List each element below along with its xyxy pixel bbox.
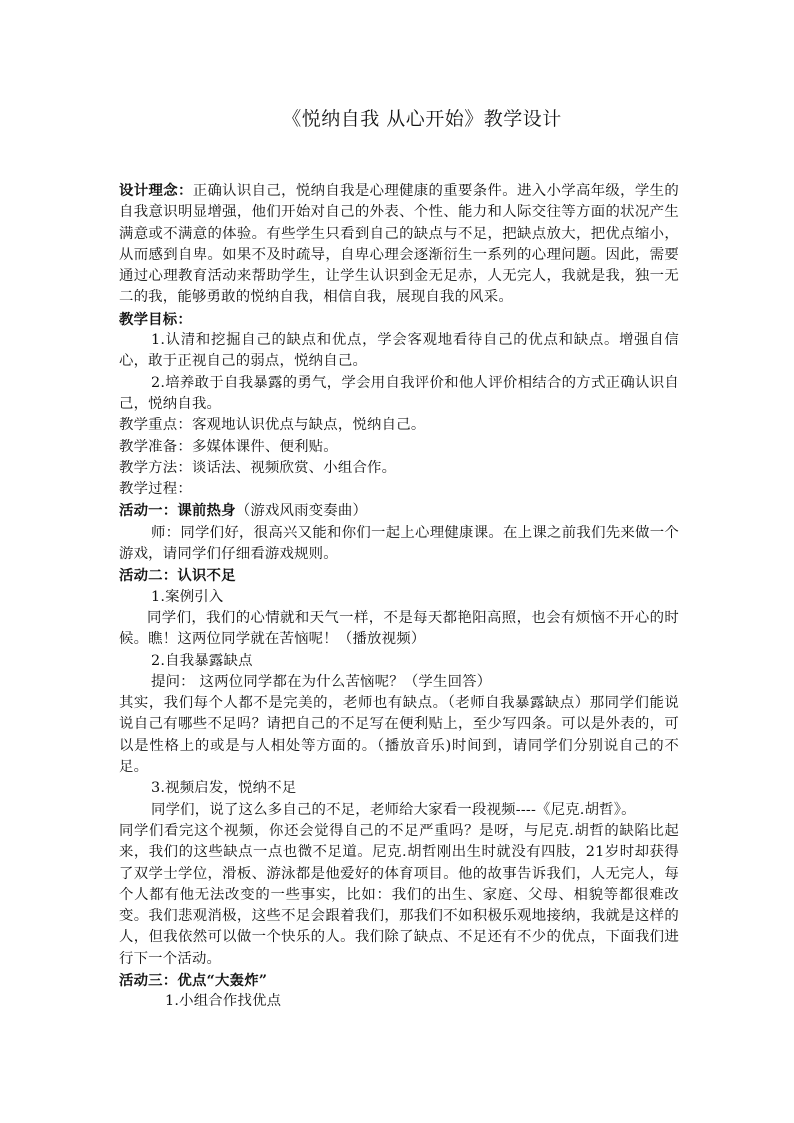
activity2-step3: 3.视频启发，悦纳不足 [151, 780, 297, 797]
activity2-step1-text: 同学们，我们的心情就和天气一样，不是每天都艳阳高照，也会有烦恼不开心的时候。瞧！这两位同学就在苦恼呢！（播放视频） [119, 609, 679, 648]
teaching-process-label: 教学过程： [119, 481, 192, 498]
goal-item-1: 1.认清和挖掘自己的缺点和优点，学会客观地看待自己的优点和缺点。增强自信心，敢于正视自己的弱点，悦纳自己。 [119, 332, 679, 370]
activity2-step3-text2: 同学们看完这个视频，你还会觉得自己的不足严重吗？是呀，与尼克.胡哲的缺陷比起来，我们的这些缺点一点也微不足道。尼克.胡哲刚出生时就没有四肢，21岁时却获得了双学士学位，滑板、游泳都是他爱好的体育项目。他的故事告诉我们，人无完人，每个人都有他无法改变的一些事实，比如：我们的出生、家庭、父母、相貌等都很难改变。我们悲观消极，这些不足会跟着我们，那我们不如积极乐观地接纳，我就是这样的人，但我依然可以做一个快乐的人。我们除了缺点、不足还有不少的优点，下面我们进行下一个活动。 [119, 822, 679, 967]
goal-item-2: 2.培养敢于自我暴露的勇气，学会用自我评价和他人评价相结合的方式正确认识自己，悦纳自我。 [119, 374, 679, 412]
activity2-step3-text1: 同学们，说了这么多自己的不足，老师给大家看一段视频----《尼克.胡哲》。 [151, 801, 636, 818]
teaching-method: 教学方法：谈话法、视频欣赏、小组合作。 [119, 459, 397, 476]
document-body [119, 180, 679, 1013]
activity1-text: 师：同学们好，很高兴又能和你们一起上心理健康课。在上课之前我们先来做一个游戏，请同学们仔细看游戏规则。 [119, 524, 679, 563]
design-concept-text: 正确认识自己，悦纳自我是心理健康的重要条件。进入小学高年级，学生的自我意识明显增强，他们开始对自己的外表、个性、能力和人际交往等方面的状况产生满意或不满意的体验。有些学生只看到自己的缺点与不足，把缺点放大，把优点缩小，从而感到自卑。如果不及时疏导，自卑心理会逐渐衍生一系列的心理问题。因此，需要通过心理教育活动来帮助学生，让学生认识到金无足赤，人无完人，我就是我，独一无二的我，能够勇敢的悦纳自我，相信自我，展现自我的风采。 [119, 183, 679, 306]
activity2-step2-text: 其实，我们每个人都不是完美的，老师也有缺点。（老师自我暴露缺点）那同学们能说说自己有哪些不足吗？请把自己的不足写在便利贴上，至少写四条。可以是外表的，可以是性格上的或是与人相处等方面的。（播放音乐)时间到，请同学们分别说自己的不足。 [119, 695, 679, 776]
activity2-step2: 2.自我暴露缺点 [151, 652, 253, 669]
goals-heading: 教学目标： [119, 310, 192, 328]
design-concept-paragraph [119, 180, 679, 309]
activity2-step2-question: 提问： 这两位同学都在为什么苦恼呢？（学生回答） [151, 673, 492, 690]
activity2-step1: 1.案例引入 [151, 588, 224, 605]
key-point: 教学重点：客观地认识优点与缺点，悦纳自己。 [119, 417, 426, 434]
activity3-step1: 1.小组合作找优点 [165, 993, 282, 1010]
page-title: 《悦纳自我 从心开始》教学设计 [282, 108, 562, 130]
activity1-subtitle: （游戏风雨变奏曲） [235, 503, 368, 520]
teaching-preparation: 教学准备：多媒体课件、便利贴。 [119, 438, 338, 455]
activity1-heading: 活动一：课前热身 [119, 502, 236, 520]
activity2-heading: 活动二：认识不足 [119, 567, 236, 585]
design-concept-label: 设计理念： [119, 182, 193, 199]
activity1-heading-line [119, 500, 679, 522]
activity3-heading: 活动三：优点“大轰炸” [119, 971, 268, 989]
